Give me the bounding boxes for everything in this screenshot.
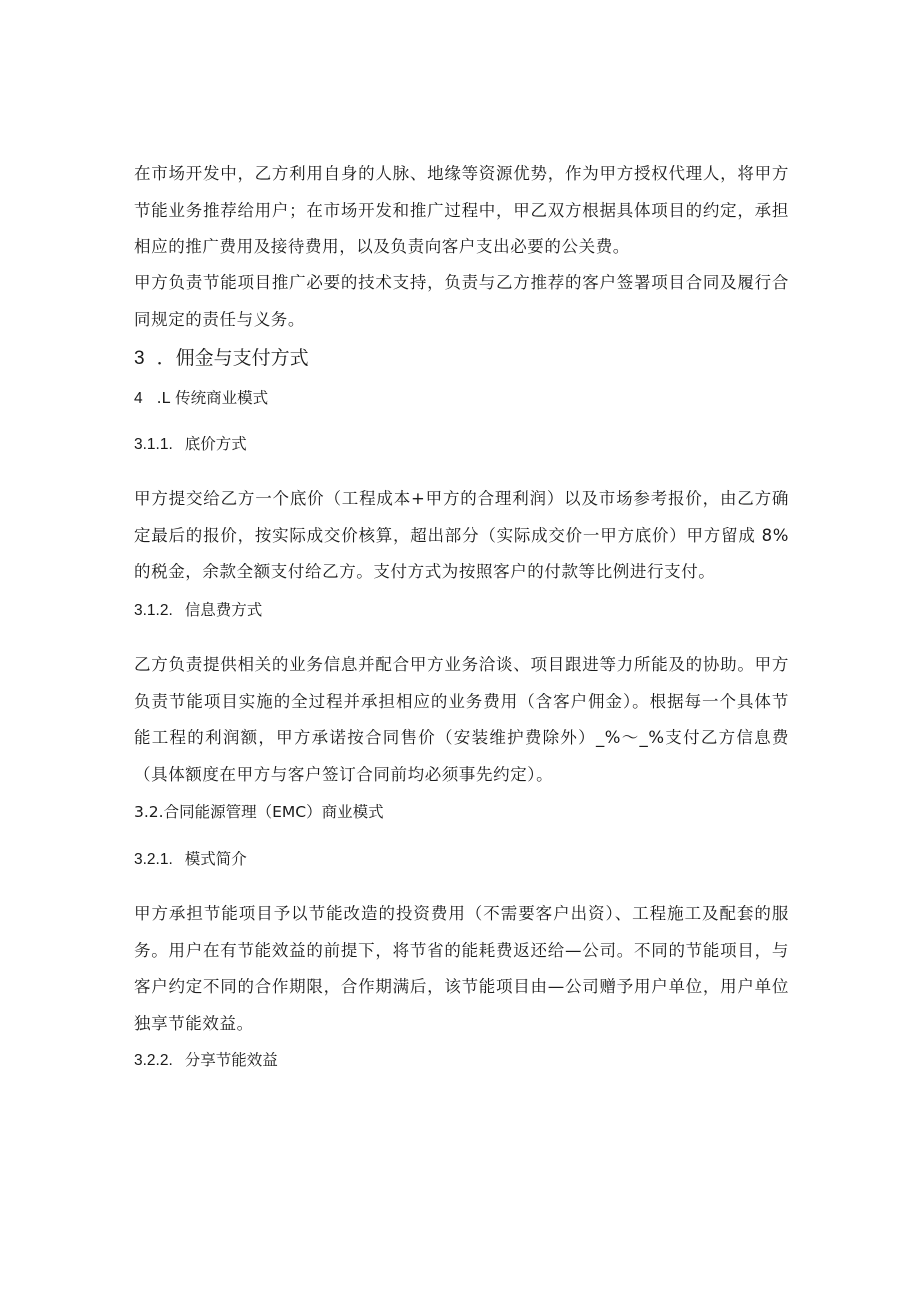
section-heading-3-1-1 (134, 432, 247, 457)
section-heading-3 (134, 344, 309, 373)
section-title: .L 传统商业模式 (156, 389, 269, 407)
section-number: 3 (134, 348, 145, 369)
section-heading-3-2: 3.2.合同能源管理（EMC）商业模式 (134, 803, 384, 821)
section-heading-4 (134, 386, 268, 411)
paragraph-technical-support: 甲方负责节能项目推广必要的技术支持，负责与乙方推荐的客户签署项目合同及履行合同规定的责任与义务。 (134, 273, 789, 329)
section-heading-3-2-2 (134, 1048, 278, 1073)
section-number: 3.2.2. (134, 1052, 173, 1069)
section-number: 3.2.1. (134, 851, 173, 868)
paragraph-market-development: 在市场开发中，乙方利用自身的人脉、地缘等资源优势，作为甲方授权代理人，将甲方节能业务推荐给用户；在市场开发和推广过程中，甲乙双方根据具体项目的约定，承担相应的推广费用及接待费用，以及负责向客户支出必要的公关费。 (134, 164, 789, 256)
paragraph-information-fee: 乙方负责提供相关的业务信息并配合甲方业务洽谈、项目跟进等力所能及的协助。甲方负责节能项目实施的全过程并承担相应的业务费用（含客户佣金）。根据每一个具体节能工程的利润额，甲方承诺按合同售价（安装维护费除外）_%～_%支付乙方信息费（具体额度在甲方与客户签订合同前均必须事先约定）。 (134, 655, 789, 784)
section-number: 3.1.2. (134, 602, 173, 619)
section-title: 模式简介 (184, 850, 247, 868)
section-heading-3-1-2 (134, 598, 262, 623)
paragraph-emc-introduction: 甲方承担节能项目予以节能改造的投资费用（不需要客户出资）、工程施工及配套的服务。用户在有节能效益的前提下，将节省的能耗费返还给—公司。不同的节能项目，与客户约定不同的合作期限，合作期满后，该节能项目由—公司赠予用户单位，用户单位独享节能效益。 (134, 904, 789, 1033)
paragraph-floor-price: 甲方提交给乙方一个底价（工程成本+甲方的合理利润）以及市场参考报价，由乙方确定最后的报价，按实际成交价核算，超出部分（实际成交价一甲方底价）甲方留成 8%的税金，余款全额支付给乙方。支付方式为按照客户的付款等比例进行支付。 (134, 489, 789, 581)
section-title: ．佣金与支付方式 (156, 347, 309, 369)
section-heading-3-2-1 (134, 847, 247, 872)
section-title: 底价方式 (184, 435, 247, 453)
section-title: 分享节能效益 (184, 1051, 278, 1069)
section-number: 4 (134, 390, 143, 407)
section-title: 信息费方式 (184, 601, 263, 619)
section-number: 3.1.1. (134, 436, 173, 453)
